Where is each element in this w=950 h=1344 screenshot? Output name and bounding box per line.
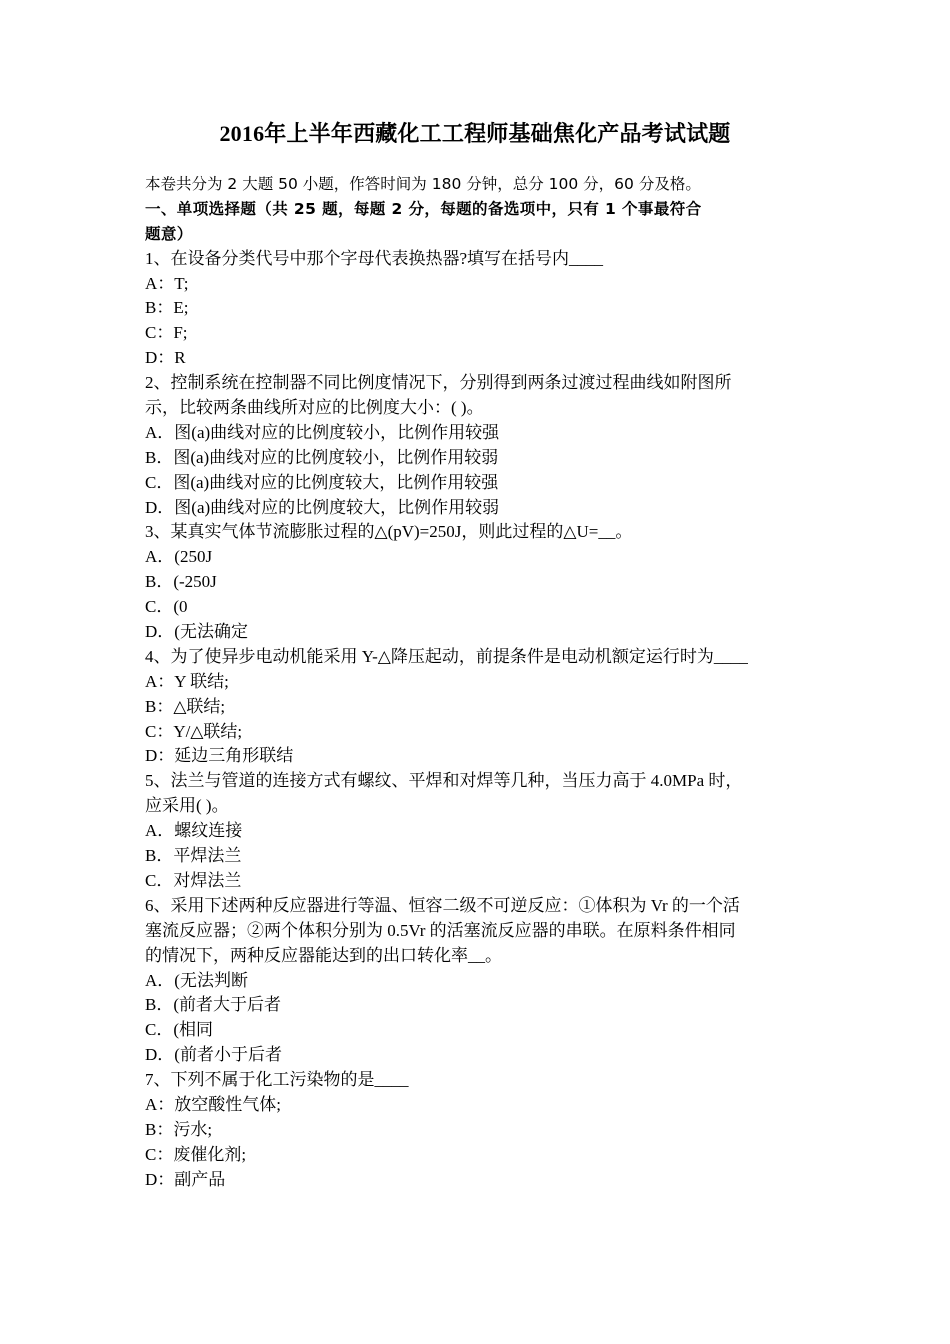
question-7-option-c: C：废催化剂; (145, 1144, 247, 1164)
question-5-option-c: C．对焊法兰 (145, 870, 242, 890)
question-1: 1、在设备分类代号中那个字母代表换热器?填写在括号内____ (145, 248, 604, 268)
question-6-line-3: 的情况下，两种反应器能达到的出口转化率__。 (145, 945, 502, 965)
question-6-line-2: 塞流反应器；②两个体积分别为 0.5Vr 的活塞流反应器的串联。在原料条件相同 (145, 920, 736, 940)
question-7-option-b: B：污水; (145, 1119, 213, 1139)
question-7-option-d: D：副产品 (145, 1169, 226, 1189)
question-6-option-c: C．(相同 (145, 1020, 213, 1040)
question-7: 7、下列不属于化工污染物的是____ (145, 1070, 409, 1090)
question-3-option-b: B．(-250J (145, 572, 217, 592)
question-1-option-b: B：E; (145, 298, 189, 318)
section-heading-line-2: 题意） (145, 224, 193, 243)
question-3-option-c: C．(0 (145, 597, 188, 617)
question-4-option-c: C：Y/△联结; (145, 721, 243, 741)
question-1-option-d: D：R (145, 348, 186, 368)
question-6-option-d: D．(前者小于后者 (145, 1045, 282, 1065)
exam-intro: 本卷共分为 2 大题 50 小题，作答时间为 180 分钟，总分 100 分，60 分及格。 (145, 175, 701, 193)
question-5-line-2: 应采用( )。 (145, 796, 229, 816)
question-4-option-a: A：Y 联结; (145, 671, 229, 691)
question-3-option-d: D．(无法确定 (145, 622, 248, 642)
question-3-option-a: A．(250J (145, 547, 213, 567)
question-2-option-a: A．图(a)曲线对应的比例度较小，比例作用较强 (145, 422, 500, 442)
question-1-option-c: C：F; (145, 323, 188, 343)
question-2-option-d: D．图(a)曲线对应的比例度较大，比例作用较弱 (145, 497, 500, 517)
question-5-option-b: B．平焊法兰 (145, 846, 242, 866)
question-1-option-a: A：T; (145, 273, 189, 293)
question-5-option-a: A．螺纹连接 (145, 821, 243, 841)
question-4-option-b: B：△联结; (145, 696, 226, 716)
question-6-line-1: 6、采用下述两种反应器进行等温、恒容二级不可逆反应：①体积为 Vr 的一个活 (145, 895, 740, 915)
question-5-line-1: 5、法兰与管道的连接方式有螺纹、平焊和对焊等几种，当压力高于 4.0MPa 时， (145, 771, 743, 791)
document-title: 2016年上半年西藏化工工程师基础焦化产品考试试题 (219, 121, 731, 146)
question-2-option-b: B．图(a)曲线对应的比例度较小，比例作用较弱 (145, 447, 499, 467)
document-body (145, 172, 810, 1193)
question-2-line-2: 示，比较两条曲线所对应的比例度大小：( )。 (145, 398, 484, 418)
question-4-option-d: D：延边三角形联结 (145, 746, 294, 766)
question-6-option-a: A．(无法判断 (145, 970, 248, 990)
question-2-option-c: C．图(a)曲线对应的比例度较大，比例作用较强 (145, 472, 499, 492)
question-6-option-b: B．(前者大于后者 (145, 995, 281, 1015)
question-3: 3、某真实气体节流膨胀过程的△(pV)=250J，则此过程的△U=__。 (145, 522, 633, 542)
section-heading-line-1: 一、单项选择题（共 25 题，每题 2 分，每题的备选项中，只有 1 个事最符合 (145, 199, 702, 218)
question-4: 4、为了使异步电动机能采用 Y-△降压起动，前提条件是电动机额定运行时为____ (145, 646, 748, 666)
question-2-line-1: 2、控制系统在控制器不同比例度情况下，分别得到两条过渡过程曲线如附图所 (145, 373, 732, 393)
question-7-option-a: A：放空酸性气体; (145, 1094, 281, 1114)
